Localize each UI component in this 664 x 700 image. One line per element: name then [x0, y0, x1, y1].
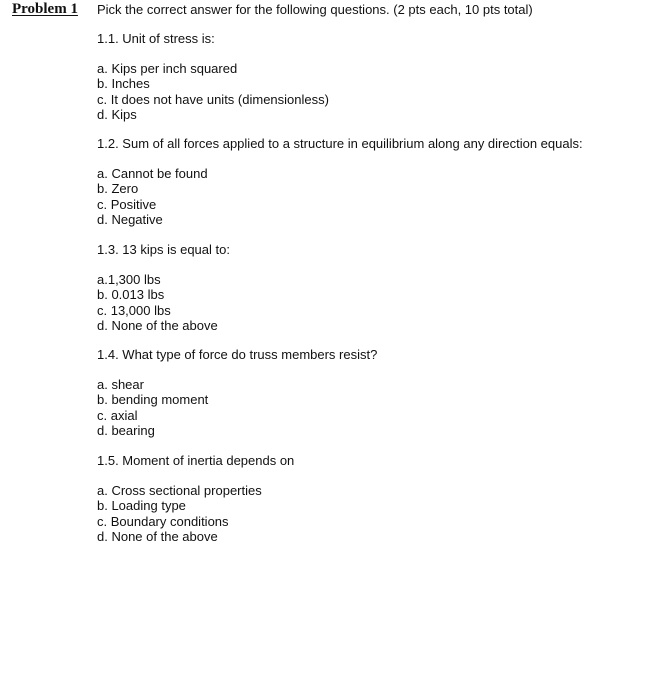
answer-option: a.1,300 lbs: [97, 272, 161, 287]
answer-options: [97, 61, 637, 122]
question-5: [97, 453, 637, 544]
answer-option: d. None of the above: [97, 528, 218, 544]
answer-options: [97, 377, 637, 438]
answer-option: a. Kips per inch squared: [97, 61, 238, 76]
answer-option: d. bearing: [97, 422, 155, 438]
question-2: [97, 136, 637, 227]
answer-options: [97, 483, 637, 544]
answer-option: d. None of the above: [97, 317, 218, 333]
question-text: 1.4. What type of force do truss members resist?: [97, 347, 378, 362]
problem-label: Problem 1: [12, 1, 78, 17]
answer-option: b. Zero: [97, 181, 139, 197]
answer-option: a. shear: [97, 377, 144, 392]
question-3: [97, 242, 637, 333]
question-text: 1.5. Moment of inertia depends on: [97, 453, 295, 468]
problem-instructions: Pick the correct answer for the following questions. (2 pts each, 10 pts total): [97, 2, 533, 17]
answer-option: a. Cross sectional properties: [97, 483, 262, 498]
answer-option: c. Boundary conditions: [97, 513, 229, 529]
question-text: 1.1. Unit of stress is:: [97, 31, 215, 46]
question-4: [97, 347, 637, 438]
answer-option: c. Positive: [97, 196, 157, 212]
question-text: 1.3. 13 kips is equal to:: [97, 242, 230, 257]
answer-option: c. 13,000 lbs: [97, 302, 171, 318]
answer-option: b. bending moment: [97, 392, 209, 408]
answer-option: a. Cannot be found: [97, 166, 208, 181]
answer-option: d. Negative: [97, 211, 163, 227]
answer-option: d. Kips: [97, 106, 137, 122]
answer-option: c. axial: [97, 407, 138, 423]
answer-options: [97, 272, 637, 333]
answer-option: b. 0.013 lbs: [97, 287, 165, 303]
question-text: 1.2. Sum of all forces applied to a structure in equilibrium along any direction equals:: [97, 136, 583, 151]
problem-header: [12, 1, 652, 19]
question-1: [97, 31, 637, 122]
answer-option: b. Loading type: [97, 498, 186, 514]
answer-options: [97, 166, 637, 227]
answer-option: b. Inches: [97, 76, 150, 92]
answer-option: c. It does not have units (dimensionless): [97, 91, 329, 107]
